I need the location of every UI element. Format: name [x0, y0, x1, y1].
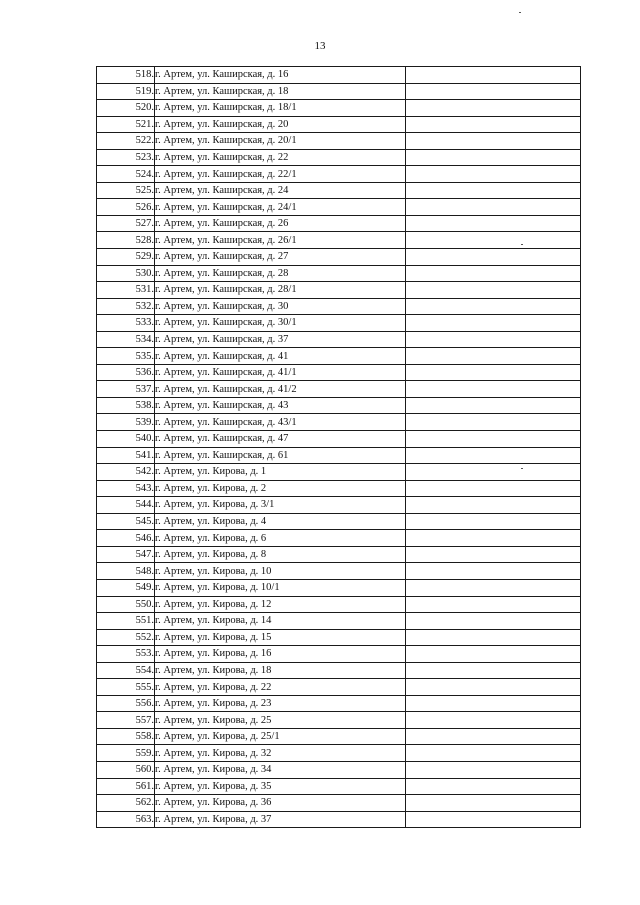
row-empty-cell: [406, 232, 581, 249]
row-empty-cell: [406, 662, 581, 679]
row-address: г. Артем, ул. Каширская, д. 47: [155, 431, 406, 448]
row-empty-cell: [406, 546, 581, 563]
table-row: [97, 381, 581, 398]
table-row: [97, 563, 581, 580]
table-row: [97, 149, 581, 166]
row-number: 526.: [97, 199, 155, 216]
row-number: 520.: [97, 100, 155, 117]
table-row: [97, 447, 581, 464]
row-address: г. Артем, ул. Кирова, д. 14: [155, 613, 406, 630]
row-empty-cell: [406, 414, 581, 431]
row-empty-cell: [406, 761, 581, 778]
row-number: 522.: [97, 133, 155, 150]
address-table: [96, 66, 581, 828]
row-empty-cell: [406, 629, 581, 646]
row-empty-cell: [406, 133, 581, 150]
row-empty-cell: [406, 480, 581, 497]
row-address: г. Артем, ул. Кирова, д. 12: [155, 596, 406, 613]
row-empty-cell: [406, 613, 581, 630]
table-row: [97, 116, 581, 133]
row-empty-cell: [406, 795, 581, 812]
row-number: 529.: [97, 249, 155, 266]
row-address: г. Артем, ул. Каширская, д. 37: [155, 331, 406, 348]
row-empty-cell: [406, 679, 581, 696]
table-row: [97, 331, 581, 348]
row-empty-cell: [406, 298, 581, 315]
row-empty-cell: [406, 397, 581, 414]
table-row: [97, 579, 581, 596]
row-address: г. Артем, ул. Каширская, д. 24: [155, 182, 406, 199]
table-row: [97, 232, 581, 249]
row-address: г. Артем, ул. Каширская, д. 20/1: [155, 133, 406, 150]
table-row: [97, 778, 581, 795]
row-address: г. Артем, ул. Кирова, д. 23: [155, 695, 406, 712]
row-address: г. Артем, ул. Кирова, д. 25: [155, 712, 406, 729]
row-number: 545.: [97, 513, 155, 530]
table-row: [97, 728, 581, 745]
table-row: [97, 811, 581, 828]
row-address: г. Артем, ул. Кирова, д. 16: [155, 646, 406, 663]
row-address: г. Артем, ул. Кирова, д. 10/1: [155, 579, 406, 596]
row-number: 530.: [97, 265, 155, 282]
row-empty-cell: [406, 348, 581, 365]
row-address: г. Артем, ул. Каширская, д. 43/1: [155, 414, 406, 431]
row-address: г. Артем, ул. Каширская, д. 41/2: [155, 381, 406, 398]
row-number: 533.: [97, 315, 155, 332]
table-row: [97, 282, 581, 299]
row-address: г. Артем, ул. Каширская, д. 30: [155, 298, 406, 315]
row-address: г. Артем, ул. Каширская, д. 18: [155, 83, 406, 100]
row-empty-cell: [406, 100, 581, 117]
table-row: [97, 249, 581, 266]
row-address: г. Артем, ул. Каширская, д. 16: [155, 67, 406, 84]
row-number: 556.: [97, 695, 155, 712]
table-row: [97, 546, 581, 563]
row-address: г. Артем, ул. Кирова, д. 25/1: [155, 728, 406, 745]
row-number: 527.: [97, 215, 155, 232]
row-address: г. Артем, ул. Кирова, д. 6: [155, 530, 406, 547]
row-number: 554.: [97, 662, 155, 679]
row-empty-cell: [406, 265, 581, 282]
row-number: 518.: [97, 67, 155, 84]
row-empty-cell: [406, 331, 581, 348]
row-number: 557.: [97, 712, 155, 729]
row-number: 537.: [97, 381, 155, 398]
row-empty-cell: [406, 646, 581, 663]
row-empty-cell: [406, 282, 581, 299]
row-number: 552.: [97, 629, 155, 646]
row-number: 536.: [97, 364, 155, 381]
row-empty-cell: [406, 381, 581, 398]
row-number: 531.: [97, 282, 155, 299]
page-number: 13: [314, 40, 326, 52]
row-empty-cell: [406, 364, 581, 381]
row-number: 558.: [97, 728, 155, 745]
row-number: 563.: [97, 811, 155, 828]
row-address: г. Артем, ул. Каширская, д. 28: [155, 265, 406, 282]
row-number: 541.: [97, 447, 155, 464]
address-table-body: [97, 67, 581, 828]
table-row: [97, 100, 581, 117]
table-row: [97, 596, 581, 613]
table-row: [97, 646, 581, 663]
row-empty-cell: [406, 149, 581, 166]
row-empty-cell: [406, 745, 581, 762]
row-number: 551.: [97, 613, 155, 630]
table-row: [97, 133, 581, 150]
row-address: г. Артем, ул. Каширская, д. 41: [155, 348, 406, 365]
row-address: г. Артем, ул. Кирова, д. 4: [155, 513, 406, 530]
table-row: [97, 745, 581, 762]
row-address: г. Артем, ул. Кирова, д. 3/1: [155, 497, 406, 514]
row-number: 524.: [97, 166, 155, 183]
row-address: г. Артем, ул. Каширская, д. 18/1: [155, 100, 406, 117]
table-row: [97, 464, 581, 481]
scan-speck: [519, 12, 521, 13]
row-empty-cell: [406, 215, 581, 232]
row-number: 521.: [97, 116, 155, 133]
table-row: [97, 613, 581, 630]
row-number: 542.: [97, 464, 155, 481]
row-empty-cell: [406, 778, 581, 795]
table-row: [97, 315, 581, 332]
row-number: 534.: [97, 331, 155, 348]
row-number: 562.: [97, 795, 155, 812]
table-row: [97, 530, 581, 547]
row-number: 560.: [97, 761, 155, 778]
table-row: [97, 795, 581, 812]
row-address: г. Артем, ул. Каширская, д. 30/1: [155, 315, 406, 332]
row-empty-cell: [406, 447, 581, 464]
table-row: [97, 497, 581, 514]
row-empty-cell: [406, 116, 581, 133]
row-address: г. Артем, ул. Каширская, д. 20: [155, 116, 406, 133]
row-empty-cell: [406, 596, 581, 613]
row-empty-cell: [406, 811, 581, 828]
row-empty-cell: [406, 513, 581, 530]
row-empty-cell: [406, 695, 581, 712]
table-row: [97, 679, 581, 696]
row-number: 548.: [97, 563, 155, 580]
row-address: г. Артем, ул. Каширская, д. 22/1: [155, 166, 406, 183]
table-row: [97, 166, 581, 183]
table-row: [97, 348, 581, 365]
row-number: 561.: [97, 778, 155, 795]
table-row: [97, 480, 581, 497]
row-address: г. Артем, ул. Каширская, д. 27: [155, 249, 406, 266]
row-address: г. Артем, ул. Кирова, д. 18: [155, 662, 406, 679]
row-empty-cell: [406, 431, 581, 448]
row-address: г. Артем, ул. Каширская, д. 41/1: [155, 364, 406, 381]
table-row: [97, 712, 581, 729]
table-row: [97, 695, 581, 712]
row-number: 539.: [97, 414, 155, 431]
table-row: [97, 431, 581, 448]
row-address: г. Артем, ул. Кирова, д. 2: [155, 480, 406, 497]
row-empty-cell: [406, 530, 581, 547]
row-number: 546.: [97, 530, 155, 547]
row-empty-cell: [406, 182, 581, 199]
row-number: 559.: [97, 745, 155, 762]
row-empty-cell: [406, 728, 581, 745]
row-address: г. Артем, ул. Кирова, д. 22: [155, 679, 406, 696]
row-address: г. Артем, ул. Кирова, д. 8: [155, 546, 406, 563]
row-number: 532.: [97, 298, 155, 315]
row-empty-cell: [406, 199, 581, 216]
table-row: [97, 397, 581, 414]
table-row: [97, 414, 581, 431]
row-number: 528.: [97, 232, 155, 249]
row-number: 543.: [97, 480, 155, 497]
table-row: [97, 298, 581, 315]
row-address: г. Артем, ул. Кирова, д. 1: [155, 464, 406, 481]
table-row: [97, 364, 581, 381]
row-empty-cell: [406, 712, 581, 729]
row-empty-cell: [406, 497, 581, 514]
row-empty-cell: [406, 579, 581, 596]
row-address: г. Артем, ул. Кирова, д. 15: [155, 629, 406, 646]
table-row: [97, 199, 581, 216]
row-number: 540.: [97, 431, 155, 448]
row-number: 525.: [97, 182, 155, 199]
table-row: [97, 662, 581, 679]
row-number: 555.: [97, 679, 155, 696]
row-address: г. Артем, ул. Кирова, д. 37: [155, 811, 406, 828]
row-number: 550.: [97, 596, 155, 613]
row-empty-cell: [406, 563, 581, 580]
row-number: 553.: [97, 646, 155, 663]
table-row: [97, 215, 581, 232]
row-empty-cell: [406, 166, 581, 183]
row-empty-cell: [406, 83, 581, 100]
row-number: 538.: [97, 397, 155, 414]
row-address: г. Артем, ул. Каширская, д. 43: [155, 397, 406, 414]
row-address: г. Артем, ул. Каширская, д. 24/1: [155, 199, 406, 216]
row-empty-cell: [406, 315, 581, 332]
row-number: 519.: [97, 83, 155, 100]
table-row: [97, 83, 581, 100]
row-number: 523.: [97, 149, 155, 166]
row-number: 544.: [97, 497, 155, 514]
table-row: [97, 182, 581, 199]
row-address: г. Артем, ул. Каширская, д. 26/1: [155, 232, 406, 249]
row-address: г. Артем, ул. Кирова, д. 32: [155, 745, 406, 762]
table-row: [97, 67, 581, 84]
row-address: г. Артем, ул. Каширская, д. 61: [155, 447, 406, 464]
row-address: г. Артем, ул. Кирова, д. 10: [155, 563, 406, 580]
row-address: г. Артем, ул. Кирова, д. 36: [155, 795, 406, 812]
table-row: [97, 761, 581, 778]
row-empty-cell: [406, 249, 581, 266]
table-row: [97, 265, 581, 282]
row-number: 549.: [97, 579, 155, 596]
row-address: г. Артем, ул. Каширская, д. 26: [155, 215, 406, 232]
row-empty-cell: [406, 464, 581, 481]
row-address: г. Артем, ул. Каширская, д. 28/1: [155, 282, 406, 299]
row-number: 547.: [97, 546, 155, 563]
row-address: г. Артем, ул. Каширская, д. 22: [155, 149, 406, 166]
table-row: [97, 629, 581, 646]
row-empty-cell: [406, 67, 581, 84]
row-address: г. Артем, ул. Кирова, д. 34: [155, 761, 406, 778]
row-number: 535.: [97, 348, 155, 365]
row-address: г. Артем, ул. Кирова, д. 35: [155, 778, 406, 795]
table-row: [97, 513, 581, 530]
